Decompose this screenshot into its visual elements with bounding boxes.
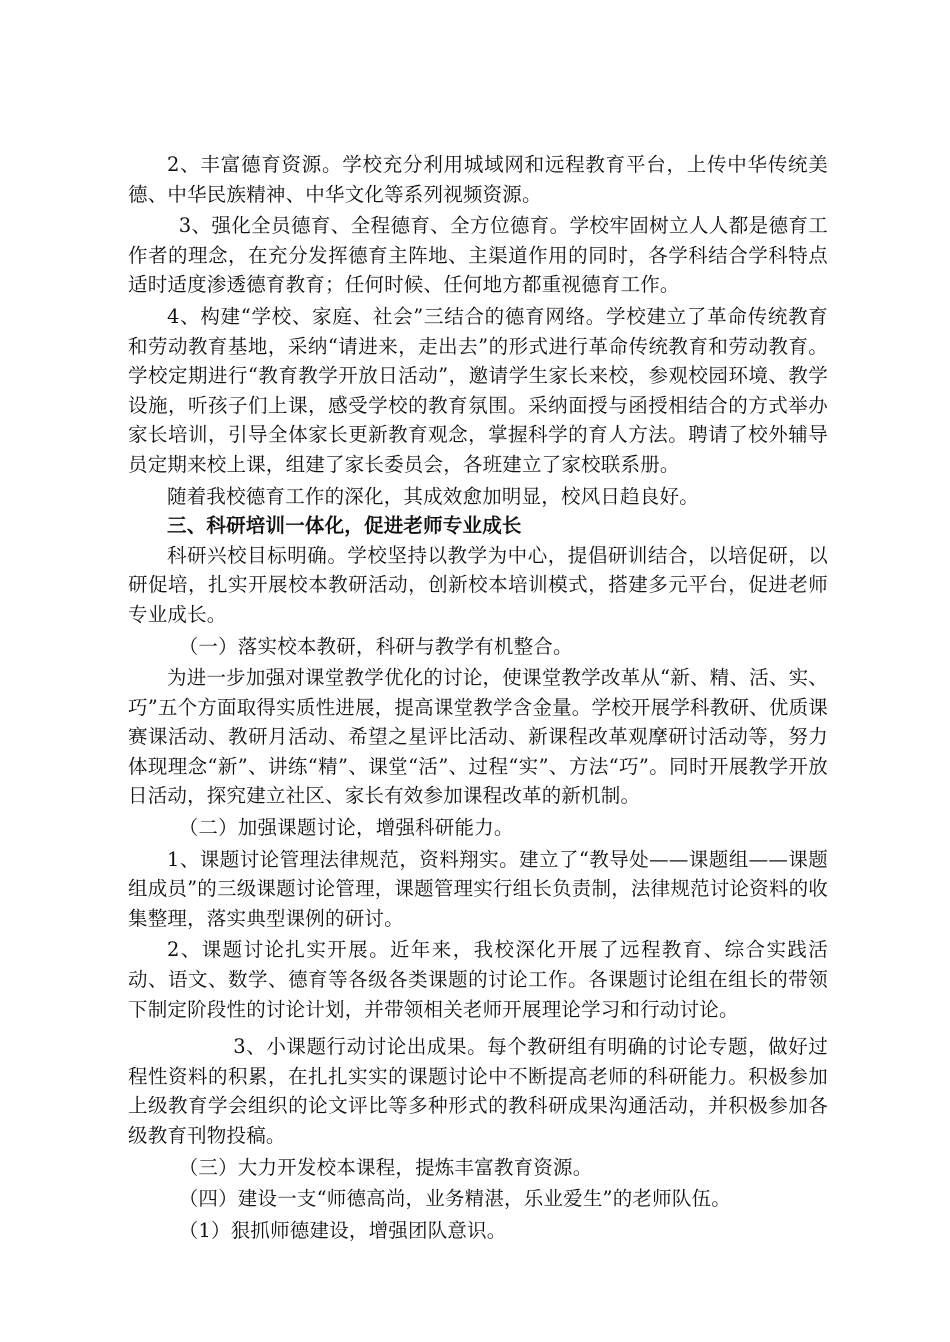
paragraph-moral-resources: 2、丰富德育资源。学校充分利用城域网和远程教育平台，上传中华传统美德、中华民族精神、中华文化等系列视频资源。 — [128, 153, 828, 206]
paragraph-moral-network: 4、构建“学校、家庭、社会”三结合的德育网络。学校建立了革命传统教育和劳动教育基地，采纳“请进来，走出去”的形式进行革命传统教育和劳动教育。学校定期进行“教育教学开放日活动”，邀请学生家长来校，参观校园环境、教学设施，听孩子们上课，感受学校的教育氛围。采纳面授与函授相结合的方式举办家长培训，引导全体家长更新教育观念，掌握科学的育人方法。聘请了校外辅导员定期来校上课，组建了家长委员会，各班建立了家校联系册。 — [128, 304, 828, 476]
paragraph-topic-management: 1、课题讨论管理法律规范，资料翔实。建立了“教导处——课题组——课题组成员”的三级课题讨论管理，课题管理实行组长负责制，法律规范讨论资料的收集整理，落实典型课例的研讨。 — [128, 847, 828, 930]
document-page — [128, 150, 828, 1245]
section-heading-research-training: 三、科研培训一体化，促进老师专业成长 — [167, 514, 522, 538]
subheading-teacher-team: （四）建设一支“师德高尚，业务精湛，乐业爱生”的老师队伍。 — [178, 1187, 731, 1211]
paragraph-all-staff-moral: 3、强化全员德育、全程德育、全方位德育。学校牢固树立人人都是德育工作者的理念，在充分发挥德育主阵地、主渠道作用的同时，各学科结合学科特点适时适度渗透德育教育；任何时候、任何地方都重视德育工作。 — [128, 214, 828, 297]
paragraph-small-topic-results: 3、小课题行动讨论出成果。每个教研组有明确的讨论专题，做好过程性资料的积累，在扎扎实实的课题讨论中不断提高老师的科研能力。积极参加上级教育学会组织的论文评比等多种形式的教科研成果沟通活动，并积极参加各级教育刊物投稿。 — [128, 1035, 828, 1147]
paragraph-classroom-reform: 为进一步加强对课堂教学优化的讨论，使课堂教学改革从“新、精、活、实、巧”五个方面取得实质性进展，提高课堂教学含金量。学校开展学科教研、优质课赛课活动、教研月活动、希望之星评比活动、新课程改革观摩研讨活动等，努力体现理念“新”、讲练“精”、课堂“活”、过程“实”、方法“巧”。同时开展教学开放日活动，探究建立社区、家长有效参加课程改革的新机制。 — [128, 666, 828, 808]
subheading-topic-research: （二）加强课题讨论，增强科研能力。 — [178, 816, 514, 840]
subheading-school-research: （一）落实校本教研，科研与教学有机整合。 — [178, 634, 573, 658]
paragraph-topic-implementation: 2、课题讨论扎实开展。近年来，我校深化开展了远程教育、综合实践活动、语文、数学、德育等各级各类课题的讨论工作。各课题讨论组在组长的带领下制定阶段性的讨论计划，并带领相关老师开展理论学习和行动讨论。 — [128, 938, 828, 1021]
paragraph-research-goal: 科研兴校目标明确。学校坚持以教学为中心，提倡研训结合，以培促研，以研促培，扎实开展校本教研活动，创新校本培训模式，搭建多元平台，促进老师专业成长。 — [128, 543, 828, 626]
subheading-teacher-ethics: （1）狠抓师德建设，增强团队意识。 — [178, 1218, 507, 1242]
paragraph-moral-results: 随着我校德育工作的深化，其成效愈加明显，校风日趋良好。 — [167, 484, 699, 508]
subheading-school-curriculum: （三）大力开发校本课程，提炼丰富教育资源。 — [178, 1155, 593, 1179]
